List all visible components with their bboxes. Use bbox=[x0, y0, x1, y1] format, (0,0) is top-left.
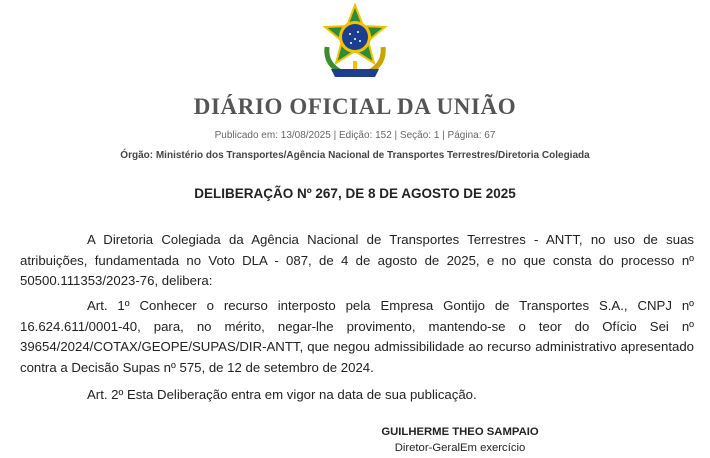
document-title: DELIBERAÇÃO Nº 267, DE 8 DE AGOSTO DE 2025 bbox=[194, 186, 516, 201]
masthead-title: DIÁRIO OFICIAL DA UNIÃO bbox=[193, 94, 517, 119]
paragraph-article-2: Art. 2º Esta Deliberação entra em vigor na data de sua publicação. bbox=[87, 387, 477, 402]
issuing-organ: Órgão: Ministério dos Transportes/Agência Nacional de Transportes Terrestres/Diretoria Colegiada bbox=[120, 150, 590, 161]
publication-meta: Publicado em: 13/08/2025 | Edição: 152 | Seção: 1 | Página: 67 bbox=[214, 130, 496, 141]
coat-of-arms-of-brazil-icon bbox=[317, 3, 393, 81]
paragraph-article-1: Art. 1º Conhecer o recurso interposto pela Empresa Gontijo de Transportes S.A., CNPJ nº 16.624.611/0001-40, para, no mérito, negar-lhe provimento, mantendo-se o teor do Ofício Sei nº 39654/2024/COTAX/GEOPE/SUPAS/DIR-ANTT, que negou admissibilidade ao recurso administrativo apresentado contra a Decisão Supas nº 575, de 12 de setembro de 2024. bbox=[20, 298, 694, 375]
paragraph-preamble: A Diretoria Colegiada da Agência Nacional de Transportes Terrestres - ANTT, no uso de suas atribuições, fundamentada no Voto DLA - 087, de 4 de agosto de 2025, e no que consta do processo nº 50500.111353/2023-76, delibera: bbox=[20, 232, 694, 288]
signatory-name: GUILHERME THEO SAMPAIO bbox=[381, 426, 539, 438]
signatory-role: Diretor-GeralEm exercício bbox=[394, 442, 526, 454]
